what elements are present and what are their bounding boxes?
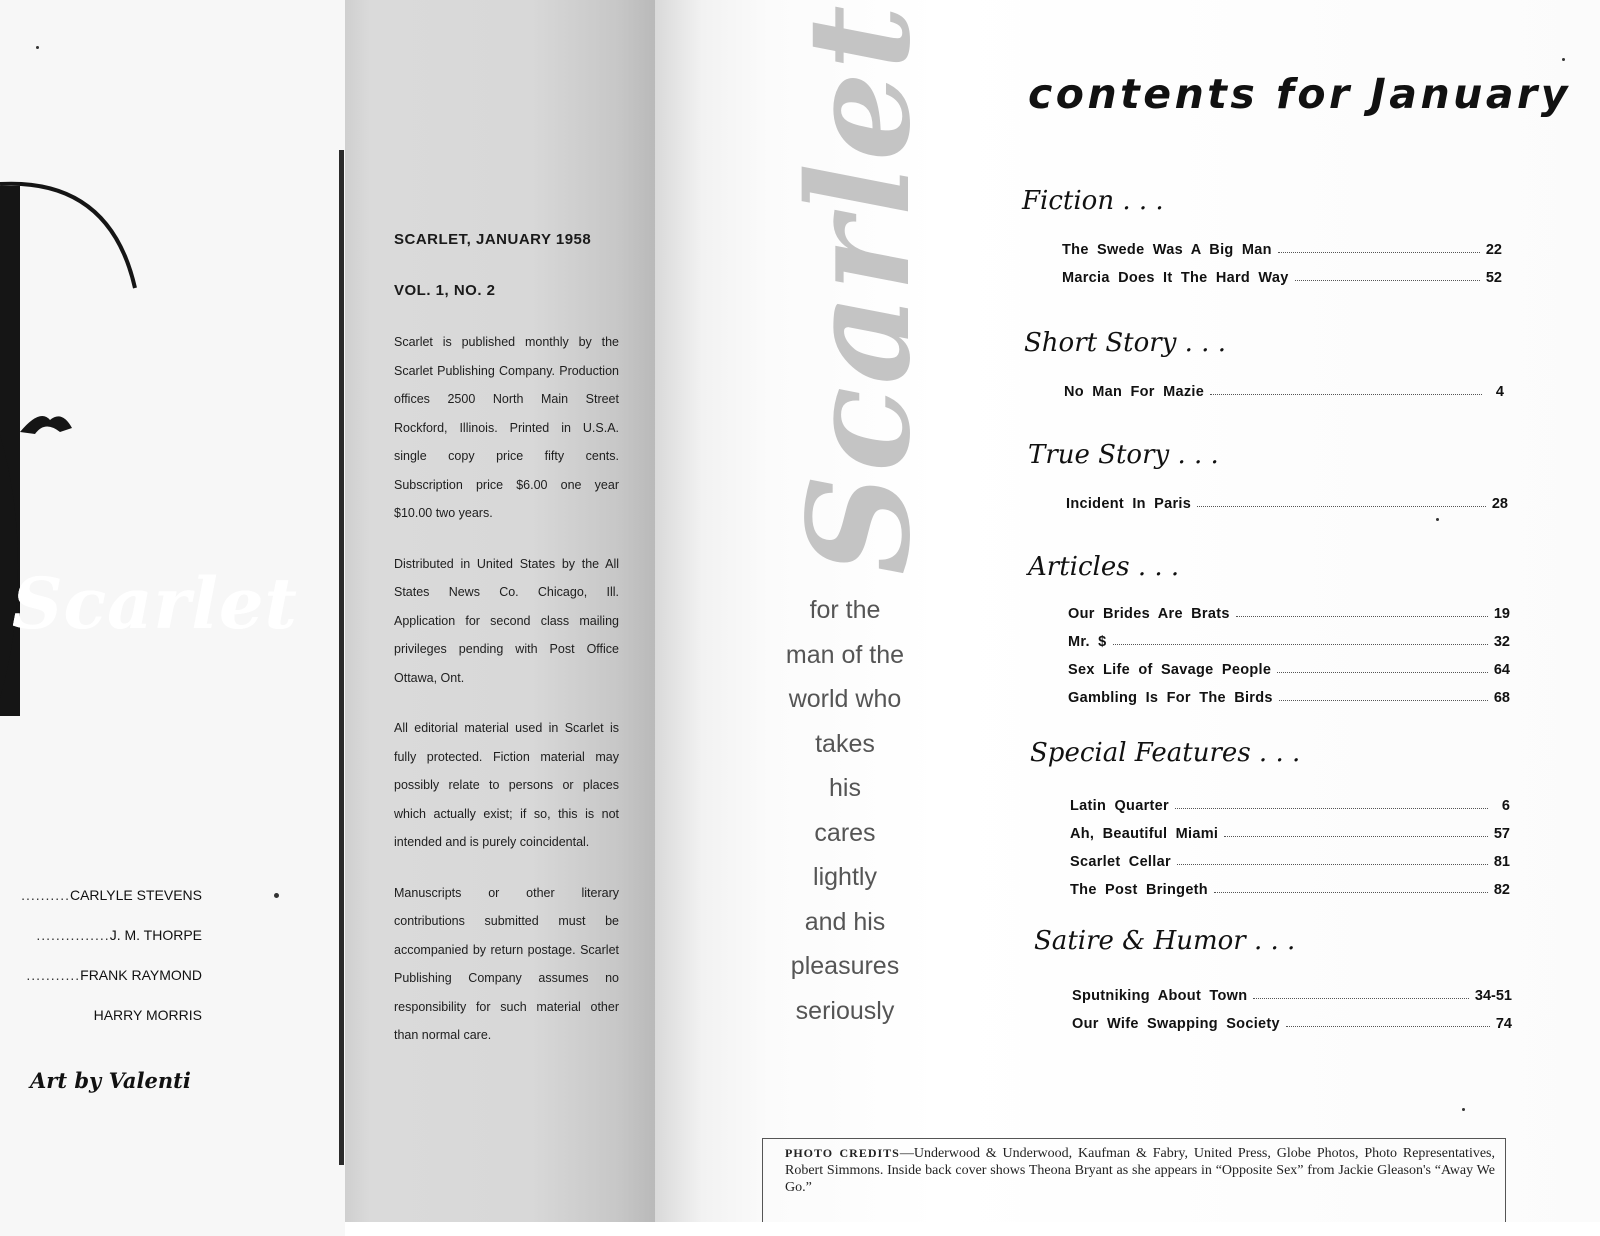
masthead-volume: VOL. 1, NO. 2 bbox=[394, 282, 496, 299]
toc-section-satire-humor bbox=[1072, 976, 1512, 1032]
toc-entry[interactable]: Ah, Beautiful Miami 57 bbox=[1070, 826, 1510, 842]
section-heading-special-features: Special Features . . . bbox=[1030, 738, 1301, 768]
staff-name: FRANK RAYMOND bbox=[80, 967, 202, 983]
toc-entry[interactable]: Scarlet Cellar 81 bbox=[1070, 854, 1510, 870]
ink-speck bbox=[1436, 518, 1439, 521]
toc-entry[interactable]: The Post Bringeth 82 bbox=[1070, 882, 1510, 898]
toc-section-special-features bbox=[1070, 786, 1510, 898]
toc-section-short-story bbox=[1064, 372, 1504, 400]
toc-section-true-story bbox=[1066, 484, 1508, 512]
masthead-paragraph: All editorial material used in Scarlet is fully protected. Fiction material may possibly relate to persons or places which actually exist; if so, this is not intended and is purely coincidental. bbox=[394, 721, 619, 849]
arc-stroke bbox=[0, 184, 135, 288]
tagline-line: seriously bbox=[795, 996, 895, 1025]
toc-entry[interactable]: The Swede Was A Big Man 22 bbox=[1062, 242, 1502, 258]
tagline-line: man of the bbox=[785, 640, 905, 669]
toc-entry[interactable]: Mr. $ 32 bbox=[1068, 634, 1510, 650]
toc-entry[interactable]: Our Brides Are Brats 19 bbox=[1068, 606, 1510, 622]
staff-row-2: ...............J. M. THORPE bbox=[36, 927, 202, 943]
photo-credits-text: —Underwood & Underwood, Kaufman & Fabry, United Press, Globe Photos, Photo Representatives, Robert Simmons. Inside back cover shows Theona Bryant as she appears in “Opposite Sex” from Jackie Gleason's “Away We Go.” bbox=[785, 1146, 1495, 1195]
ink-speck bbox=[36, 46, 39, 49]
ink-speck bbox=[1462, 1108, 1465, 1111]
staff-name: J. M. THORPE bbox=[109, 927, 202, 943]
toc-entry[interactable]: Marcia Does It The Hard Way 52 bbox=[1062, 270, 1502, 286]
toc-entry[interactable]: Sputniking About Town 34-51 bbox=[1072, 988, 1512, 1004]
contents-title: contents for January bbox=[1028, 70, 1571, 118]
ink-speck bbox=[274, 893, 279, 898]
binding-bar bbox=[339, 150, 344, 1165]
toc-entry[interactable]: Incident In Paris 28 bbox=[1066, 496, 1508, 512]
tagline-line: pleasures bbox=[790, 952, 900, 980]
toc-entry[interactable]: Sex Life of Savage People 64 bbox=[1068, 662, 1510, 678]
staff-row-1: ..........CARLYLE STEVENS bbox=[21, 887, 202, 903]
masthead bbox=[394, 226, 619, 1072]
section-heading-short-story: Short Story . . . bbox=[1024, 328, 1226, 358]
masthead-paragraph: Distributed in United States by the All States News Co. Chicago, Ill. Application for second class mailing privileges pending with Post Office Ottawa, Ont. bbox=[394, 556, 619, 685]
toc-entry[interactable]: Our Wife Swapping Society 74 bbox=[1072, 1016, 1512, 1032]
toc-entry[interactable]: No Man For Mazie 4 bbox=[1064, 384, 1504, 400]
ornament-curl bbox=[20, 416, 72, 434]
masthead-issue: SCARLET, JANUARY 1958 bbox=[394, 231, 592, 248]
ink-speck bbox=[1562, 58, 1565, 61]
toc-section-fiction bbox=[1062, 230, 1502, 286]
page-bottom-edge bbox=[345, 1222, 1600, 1236]
toc-entry[interactable]: Gambling Is For The Birds 68 bbox=[1068, 690, 1510, 706]
tagline-line: lightly bbox=[813, 863, 877, 891]
staff-name: HARRY MORRIS bbox=[93, 1007, 202, 1023]
tagline-line: cares bbox=[814, 818, 876, 847]
tagline-line: takes bbox=[815, 729, 875, 758]
staff-name: CARLYLE STEVENS bbox=[69, 887, 202, 903]
toc-section-articles bbox=[1068, 594, 1510, 706]
tagline-line: world who bbox=[788, 685, 902, 713]
section-heading-articles: Articles . . . bbox=[1028, 552, 1180, 582]
art-credit: Art by Valenti bbox=[30, 1068, 191, 1093]
photo-credits-box bbox=[762, 1138, 1506, 1222]
staff-row-3: ...........FRANK RAYMOND bbox=[26, 967, 202, 983]
cover-illustration bbox=[0, 170, 260, 730]
masthead-paragraph: Scarlet is published monthly by the Scarlet Publishing Company. Production offices 2500 North Main Street Rockford, Illinois. Printed in U.S.A. single copy price fifty cents. Subscription price $6.00 one year $10.00 two years. bbox=[394, 335, 619, 520]
tagline-line: his bbox=[829, 774, 861, 802]
masthead-paragraph: Manuscripts or other literary contributions submitted must be accompanied by return postage. Scarlet Publishing Company assumes no responsibility for such material other than normal care. bbox=[394, 885, 619, 1042]
photo-credits-label: PHOTO CREDITS bbox=[785, 1146, 900, 1160]
tagline-line: and his bbox=[804, 907, 886, 936]
cover-logo: Scarlet bbox=[12, 562, 298, 645]
tagline-line: for the bbox=[809, 596, 881, 624]
staff-row-4 bbox=[94, 1007, 202, 1023]
section-heading-fiction: Fiction . . . bbox=[1022, 186, 1164, 216]
tagline bbox=[745, 588, 945, 1033]
vertical-logo: Scarlet bbox=[778, 3, 942, 575]
toc-entry[interactable]: Latin Quarter 6 bbox=[1070, 798, 1510, 814]
section-heading-true-story: True Story . . . bbox=[1028, 440, 1219, 470]
section-heading-satire-humor: Satire & Humor . . . bbox=[1034, 926, 1296, 956]
